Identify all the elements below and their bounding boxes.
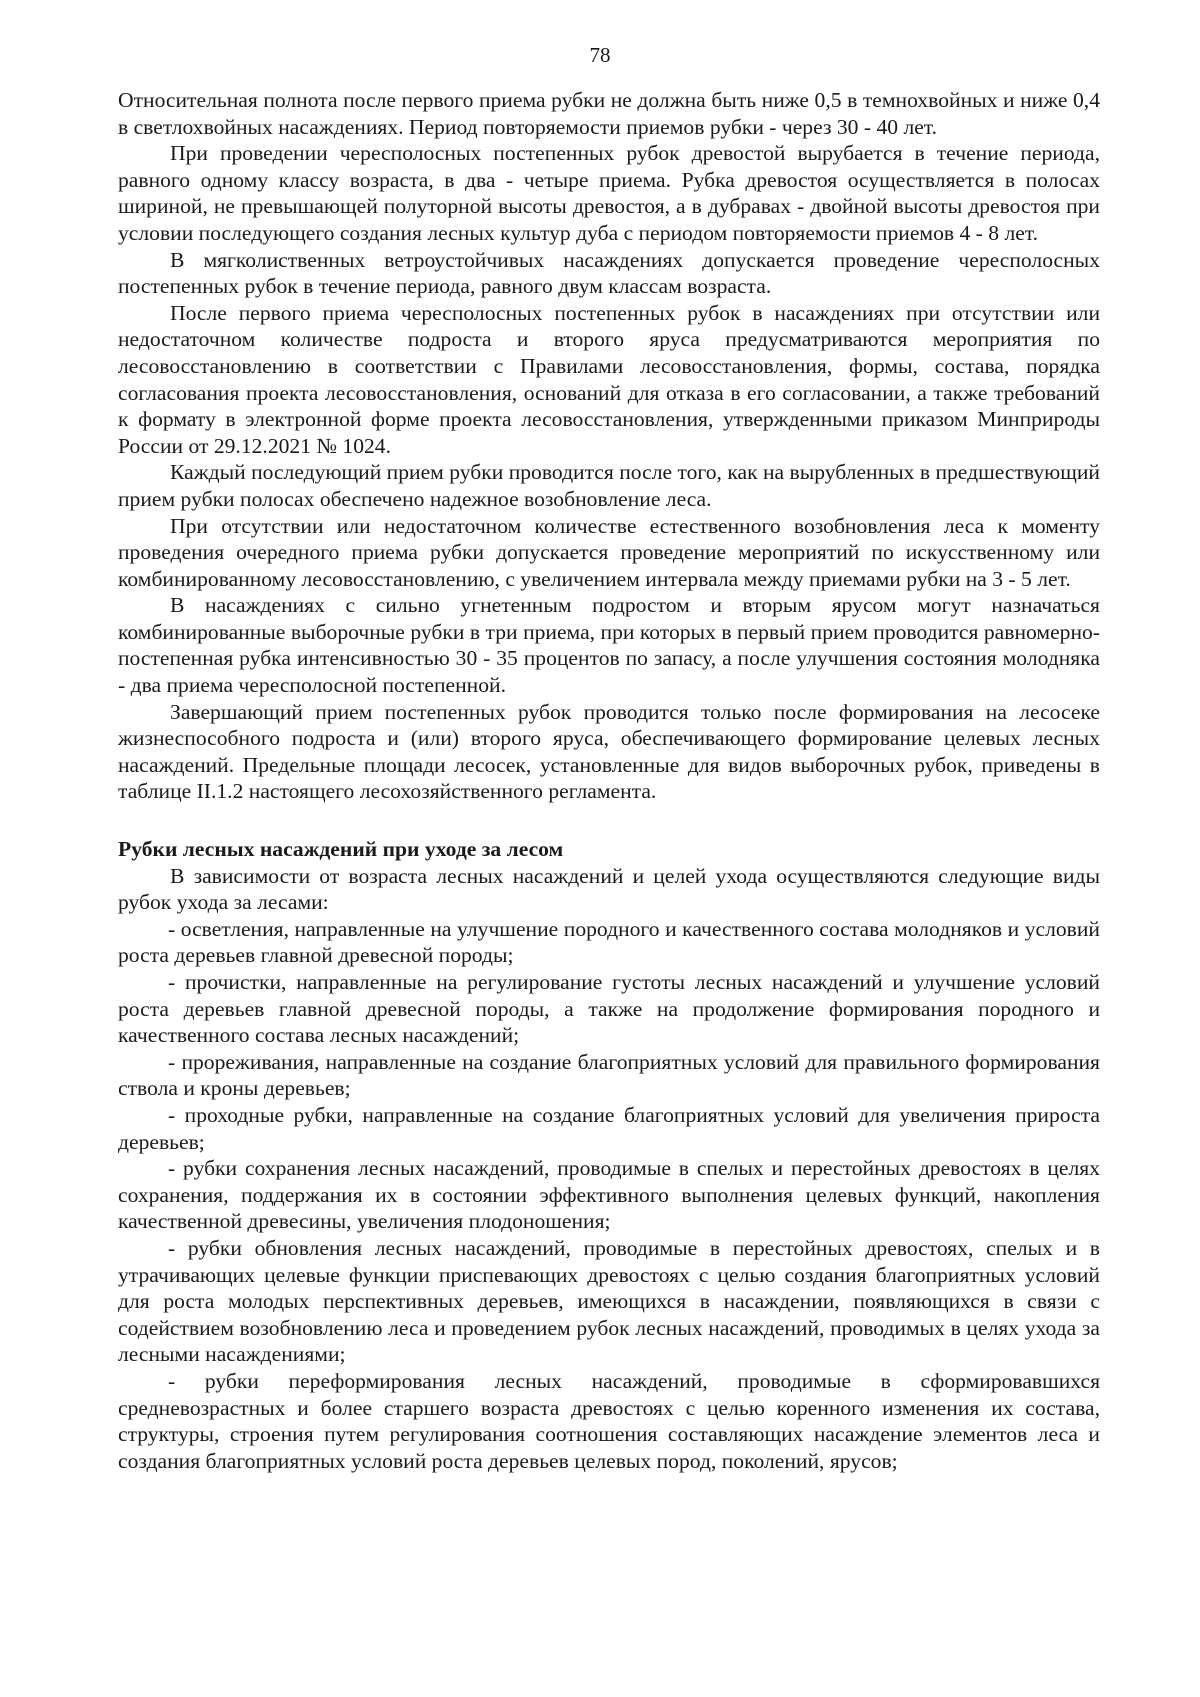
- section-heading: Рубки лесных насаждений при уходе за лесом: [118, 837, 564, 862]
- list-item: - рубки сохранения лесных насаждений, проводимые в спелых и перестойных древостоях в целях сохранения, поддержания их в состоянии эффективного выполнения целевых функций, накопления качественной древесины, увеличения плодоношения;: [118, 1156, 1100, 1234]
- list-item: - прореживания, направленные на создание благоприятных условий для правильного формирования ствола и кроны деревьев;: [118, 1049, 1100, 1101]
- list-item: - осветления, направленные на улучшение породного и качественного состава молодняков и условий роста деревьев главной древесной породы;: [118, 916, 1100, 968]
- paragraph-subsequent-felling: Каждый последующий прием рубки проводится после того, как на вырубленных в предшествующий прием рубки полосах обеспечено надежное возобновление леса.: [118, 460, 1100, 511]
- paragraph-combined-felling: В насаждениях с сильно угнетенным подростом и вторым ярусом могут назначаться комбинированные выборочные рубки в три приема, при которых в первый прием проводится равномерно-постепенная рубка интенсивностью 30 - 35 процентов по запасу, а после улучшения состояния молодняка - два приема чересполосной постепенной.: [118, 593, 1100, 698]
- paragraph-natural-regeneration: При отсутствии или недостаточном количестве естественного возобновления леса к моменту проведения очередного приема рубки допускается проведение мероприятий по искусственному или комбинированному лесовосстановлению, с увеличением интервала между приемами рубки на 3 - 5 лет.: [118, 513, 1100, 591]
- document-body: [118, 87, 1100, 1474]
- paragraph-soft-leaved: В мягколиственных ветроустойчивых насаждениях допускается проведение чересполосных постепенных рубок в течение периода, равного двум классам возраста.: [118, 247, 1100, 299]
- paragraph-strip-felling: При проведении чересполосных постепенных рубок древостой вырубается в течение периода, равного одному классу возраста, в два - четыре приема. Рубка древостоя осуществляется в полосах шириной, не превышающей полуторной высоты древостоя, а в дубравах - двойной высоты древостоя при условии последующего создания лесных культур дуба с периодом повторяемости приемов 4 - 8 лет.: [118, 141, 1100, 245]
- list-item: - прочистки, направленные на регулирование густоты лесных насаждений и улучшение условий роста деревьев главной древесной породы, а также на продолжение формирования породного и качественного состава лесных насаждений;: [118, 970, 1100, 1048]
- list-item: - проходные рубки, направленные на создание благоприятных условий для увеличения прироста деревьев;: [118, 1102, 1100, 1154]
- list-item: - рубки обновления лесных насаждений, проводимые в перестойных древостоях, спелых и в утрачивающих целевые функции приспевающих древостоях с целью создания благоприятных условий для роста молодых перспективных деревьев, имеющихся в насаждении, появляющихся в связи с содействием возобновлению леса и проведением рубок лесных насаждений, проводимых в целях ухода за лесными насаждениями;: [118, 1235, 1100, 1367]
- paragraph-relative-density: Относительная полнота после первого приема рубки не должна быть ниже 0,5 в темнохвойных и ниже 0,4 в светлохвойных насаждениях. Период повторяемости приемов рубки - через 30 - 40 лет.: [118, 88, 1100, 139]
- list-item: - рубки переформирования лесных насаждений, проводимые в сформировавшихся средневозрастных и более старшего возраста древостоях с целью коренного изменения их состава, структуры, строения путем регулирования соотношения составляющих насаждение элементов леса и создания благоприятных условий роста деревьев целевых пород, поколений, ярусов;: [118, 1368, 1100, 1473]
- paragraph-final-felling: Завершающий прием постепенных рубок проводится только после формирования на лесосеке жизнеспособного подроста и (или) второго яруса, обеспечивающего формирование целевых лесных насаждений. Предельные площади лесосек, установленные для видов выборочных рубок, приведены в таблице II.1.2 настоящего лесохозяйственного регламента.: [118, 699, 1100, 804]
- page-number: 78: [589, 43, 611, 67]
- section-intro: В зависимости от возраста лесных насаждений и целей ухода осуществляются следующие виды рубок ухода за лесами:: [118, 863, 1100, 915]
- paragraph-reforestation: После первого приема чересполосных постепенных рубок в насаждениях при отсутствии или недостаточном количестве подроста и второго яруса предусматриваются мероприятия по лесовосстановлению в соответствии с Правилами лесовосстановления, формы, состава, порядка согласования проекта лесовосстановления, оснований для отказа в его согласовании, а также требований к формату в электронной форме проекта лесовосстановления, утвержденными приказом Минприроды России от 29.12.2021 № 1024.: [118, 300, 1100, 458]
